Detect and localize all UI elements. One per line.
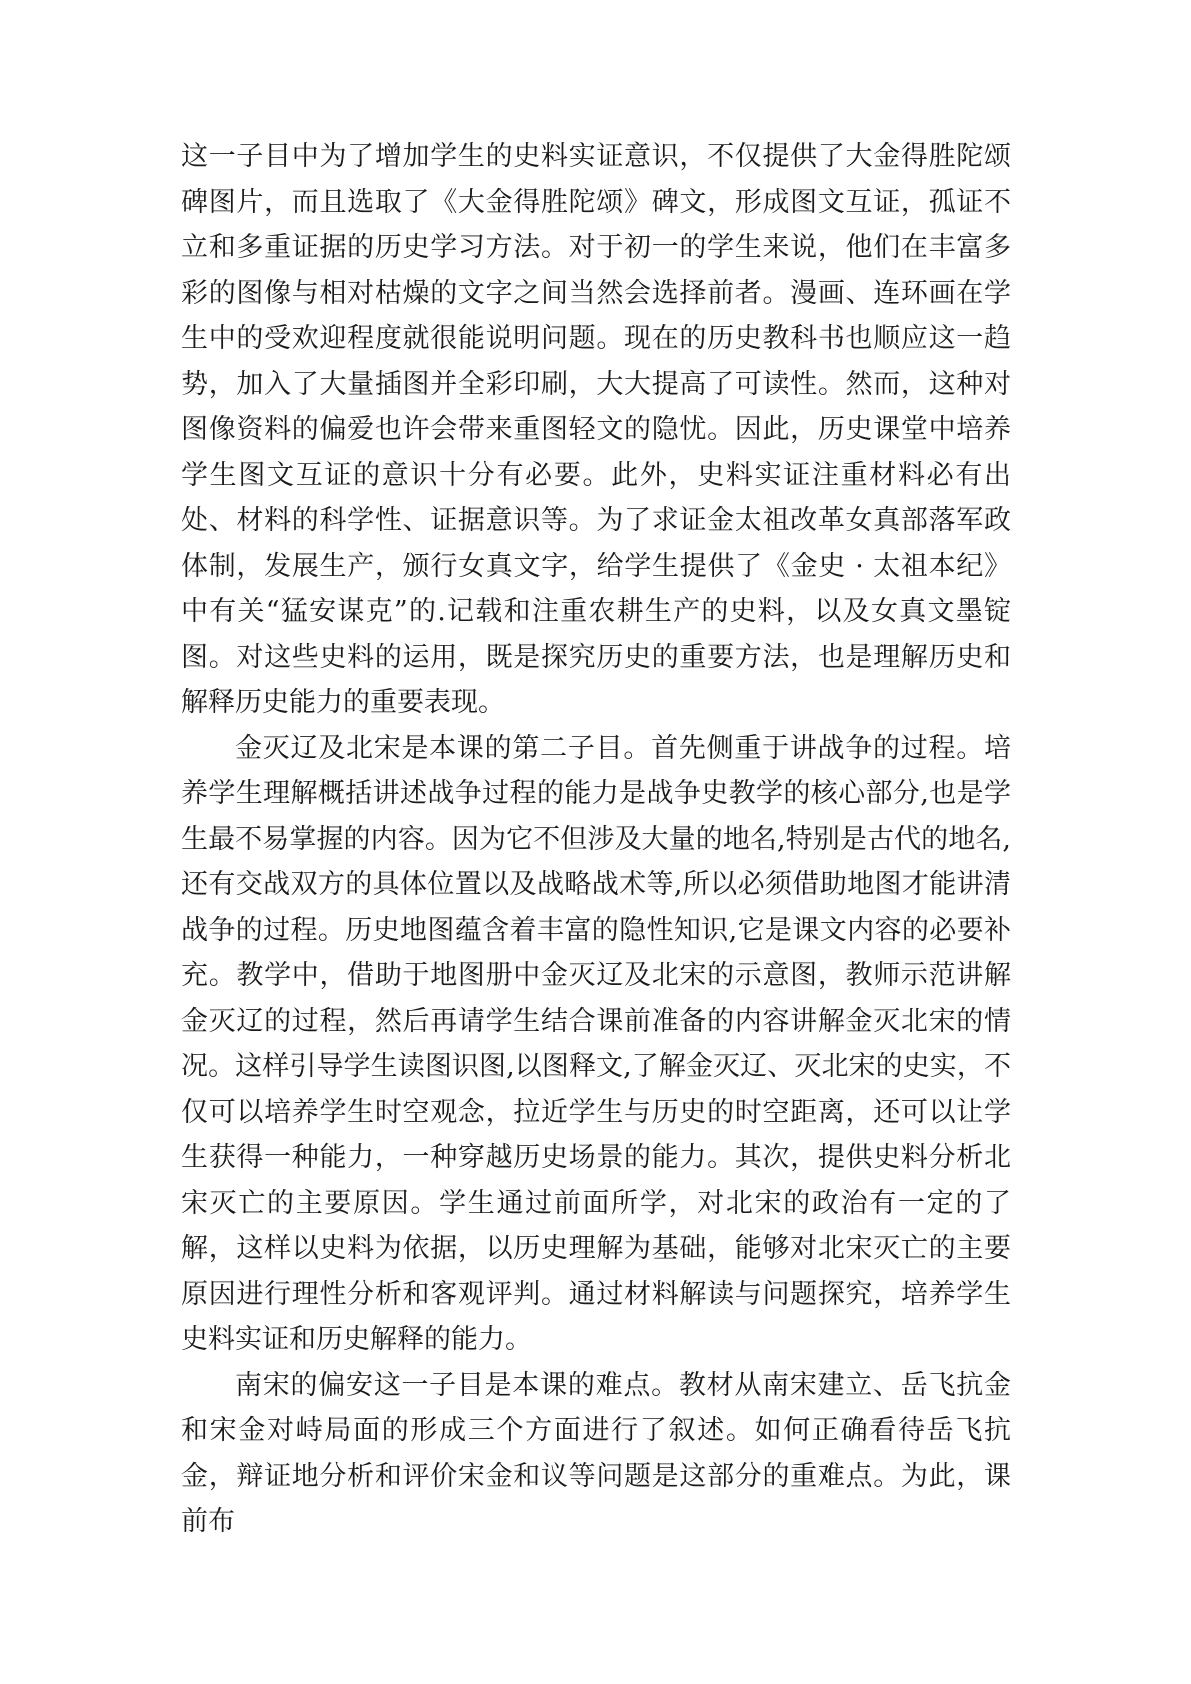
paragraph-jin-conquest: 金灭辽及北宋是本课的第二子目。首先侧重于讲战争的过程。培养学生理解概括讲述战争过程的能力是战争史教学的核心部分,也是学生最不易掌握的内容。因为它不但涉及大量的地名,特别是古代的地名,还有交战双方的具体位置以及战略战术等,所以必须借助地图才能讲清战争的过程。历史地图蕴含着丰富的隐性知识,它是课文内容的必要补充。教学中，借助于地图册中金灭辽及北宋的示意图，教师示范讲解金灭辽的过程，然后再请学生结合课前准备的内容讲解金灭北宋的情况。这样引导学生读图识图,以图释文,了解金灭辽、灭北宋的史实，不仅可以培养学生时空观念，拉近学生与历史的时空距离，还可以让学生获得一种能力，一种穿越历史场景的能力。其次，提供史料分析北宋灭亡的主要原因。学生通过前面所学，对北宋的政治有一定的了解，这样以史料为依据，以历史理解为基础，能够对北宋灭亡的主要原因进行理性分析和客观评判。通过材料解读与问题探究，培养学生史料实证和历史解释的能力。 (181, 732, 1011, 1355)
body-text (181, 134, 1011, 1545)
paragraph-historical-evidence: 这一子目中为了增加学生的史料实证意识，不仅提供了大金得胜陀颂碑图片，而且选取了《大金得胜陀颂》碑文，形成图文互证，孤证不立和多重证据的历史学习方法。对于初一的学生来说，他们在丰富多彩的图像与相对枯燥的文字之间当然会选择前者。漫画、连环画在学生中的受欢迎程度就很能说明问题。现在的历史教科书也顺应这一趋势，加入了大量插图并全彩印刷，大大提高了可读性。然而，这种对图像资料的偏爱也许会带来重图轻文的隐忧。因此，历史课堂中培养学生图文互证的意识十分有必要。此外，史料实证注重材料必有出处、材料的科学性、证据意识等。为了求证金太祖改革女真部落军政体制，发展生产，颁行女真文字，给学生提供了《金史 · 太祖本纪》中有关“猛安谋克”的.记载和注重农耕生产的史料，以及女真文墨锭图。对这些史料的运用，既是探究历史的重要方法，也是理解历史和解释历史能力的重要表现。 (181, 141, 1011, 718)
paragraph-southern-song: 南宋的偏安这一子目是本课的难点。教材从南宋建立、岳飞抗金和宋金对峙局面的形成三个方面进行了叙述。如何正确看待岳飞抗金，辩证地分析和评价宋金和议等问题是这部分的重难点。为此，课前布 (181, 1369, 1011, 1537)
